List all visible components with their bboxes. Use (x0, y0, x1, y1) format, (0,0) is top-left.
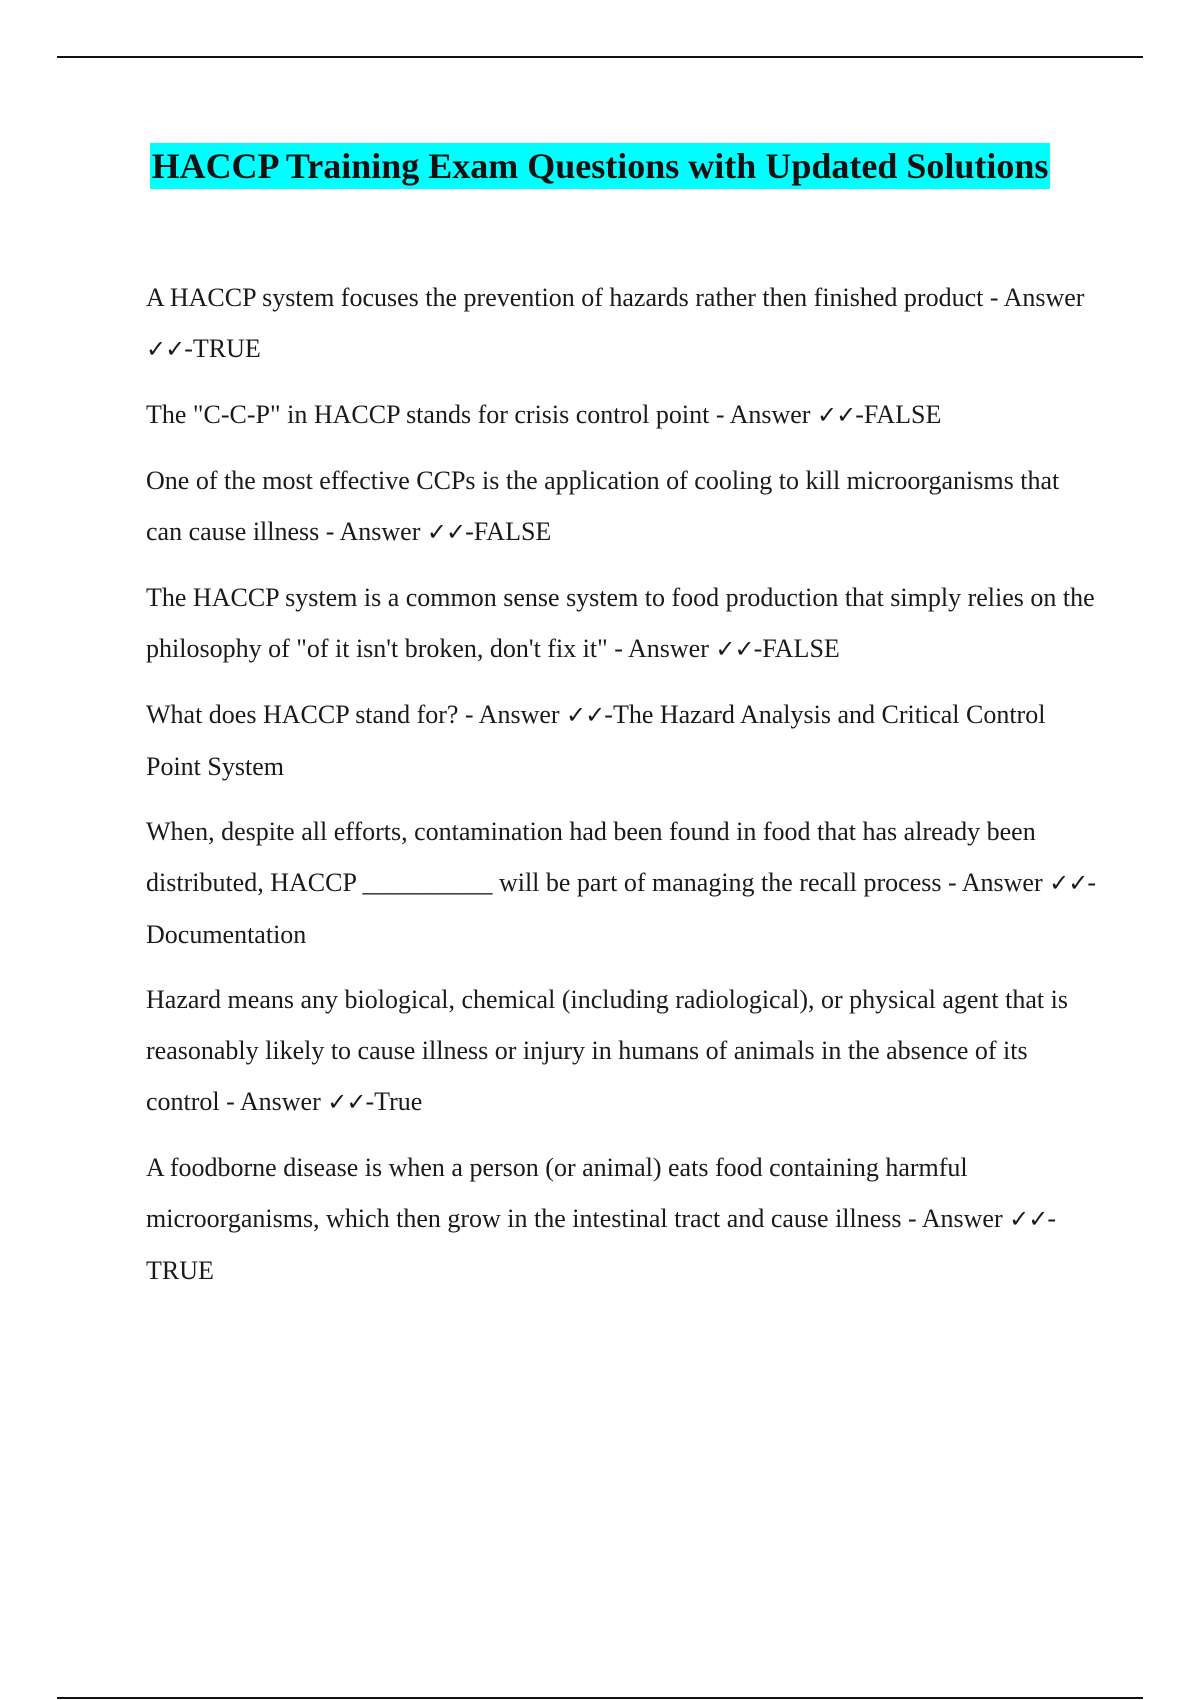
answer-label: Answer (729, 400, 811, 429)
answer-text: The Hazard Analysis and Critical Control Point System (146, 700, 1046, 781)
qa-item: The "C-C-P" in HACCP stands for crisis control point - Answer ✓✓-FALSE (146, 400, 942, 429)
qa-item: A foodborne disease is when a person (or animal) eats food containing harmful microorganisms, which then grow in the intestinal tract and cause illness - Answer ✓✓-TRUE (146, 1153, 1057, 1285)
qa-item: Hazard means any biological, chemical (including radiological), or physical agent that is reasonably likely to cause illness or injury in humans of animals in the absence of its control - Answer ✓✓-True (146, 985, 1068, 1116)
page-title: HACCP Training Exam Questions with Updated Solutions (150, 143, 1051, 189)
double-check-icon: ✓✓ (1009, 1205, 1048, 1233)
answer-label: Answer (1003, 283, 1085, 312)
answer-label: Answer (921, 1204, 1003, 1233)
double-check-icon: ✓✓ (816, 401, 856, 429)
answer-text: TRUE (192, 334, 261, 363)
question-text: What does HACCP stand for? - (146, 700, 474, 729)
answer-text: FALSE (863, 400, 942, 429)
double-check-icon: ✓✓ (1049, 869, 1088, 897)
double-check-icon: ✓✓ (715, 635, 754, 663)
answer-text: True (374, 1087, 423, 1116)
question-text: When, despite all efforts, contamination had been found in food that has already been distributed, HACCP __________ will be part of managing the recall process - (146, 817, 1036, 897)
answer-text: FALSE (762, 634, 840, 663)
qa-item: What does HACCP stand for? - Answer ✓✓-The Hazard Analysis and Critical Control Point System (146, 700, 1046, 781)
question-text: A HACCP system focuses the prevention of hazards rather then finished product - (146, 283, 999, 312)
qa-list (146, 272, 1096, 1310)
top-rule (57, 56, 1143, 58)
title-container (0, 143, 1200, 189)
double-check-icon: ✓✓ (146, 335, 185, 363)
answer-text: FALSE (473, 517, 552, 546)
answer-label: Answer (478, 700, 560, 729)
qa-item: The HACCP system is a common sense system to food production that simply relies on the philosophy of "of it isn't broken, don't fix it" - Answer ✓✓-FALSE (146, 583, 1095, 663)
answer-label: Answer (961, 868, 1043, 897)
bottom-rule (57, 1697, 1143, 1699)
question-text: The HACCP system is a common sense system to food production that simply relies on the philosophy of "of it isn't broken, don't fix it" - (146, 583, 1095, 663)
answer-text: Documentation (146, 920, 307, 949)
question-text: Hazard means any biological, chemical (including radiological), or physical agent that is reasonably likely to cause illness or injury in humans of animals in the absence of its control - (146, 985, 1068, 1116)
double-check-icon: ✓✓ (327, 1088, 366, 1116)
qa-item: When, despite all efforts, contamination had been found in food that has already been distributed, HACCP __________ will be part of managing the recall process - Answer ✓✓-Documentation (146, 817, 1097, 949)
answer-label: Answer (239, 1087, 321, 1116)
answer-text: TRUE (146, 1256, 214, 1285)
question-text: The "C-C-P" in HACCP stands for crisis control point - (146, 400, 725, 429)
answer-label: Answer (627, 634, 709, 663)
question-text: One of the most effective CCPs is the application of cooling to kill microorganisms that can cause illness - (146, 466, 1060, 546)
qa-item: A HACCP system focuses the prevention of hazards rather then finished product - Answer ✓✓-TRUE (146, 283, 1085, 363)
double-check-icon: ✓✓ (426, 518, 466, 546)
answer-label: Answer (339, 517, 421, 546)
double-check-icon: ✓✓ (566, 701, 605, 729)
question-text: A foodborne disease is when a person (or animal) eats food containing harmful microorganisms, which then grow in the intestinal tract and cause illness - (146, 1153, 968, 1233)
qa-item: One of the most effective CCPs is the application of cooling to kill microorganisms that can cause illness - Answer ✓✓-FALSE (146, 466, 1060, 546)
